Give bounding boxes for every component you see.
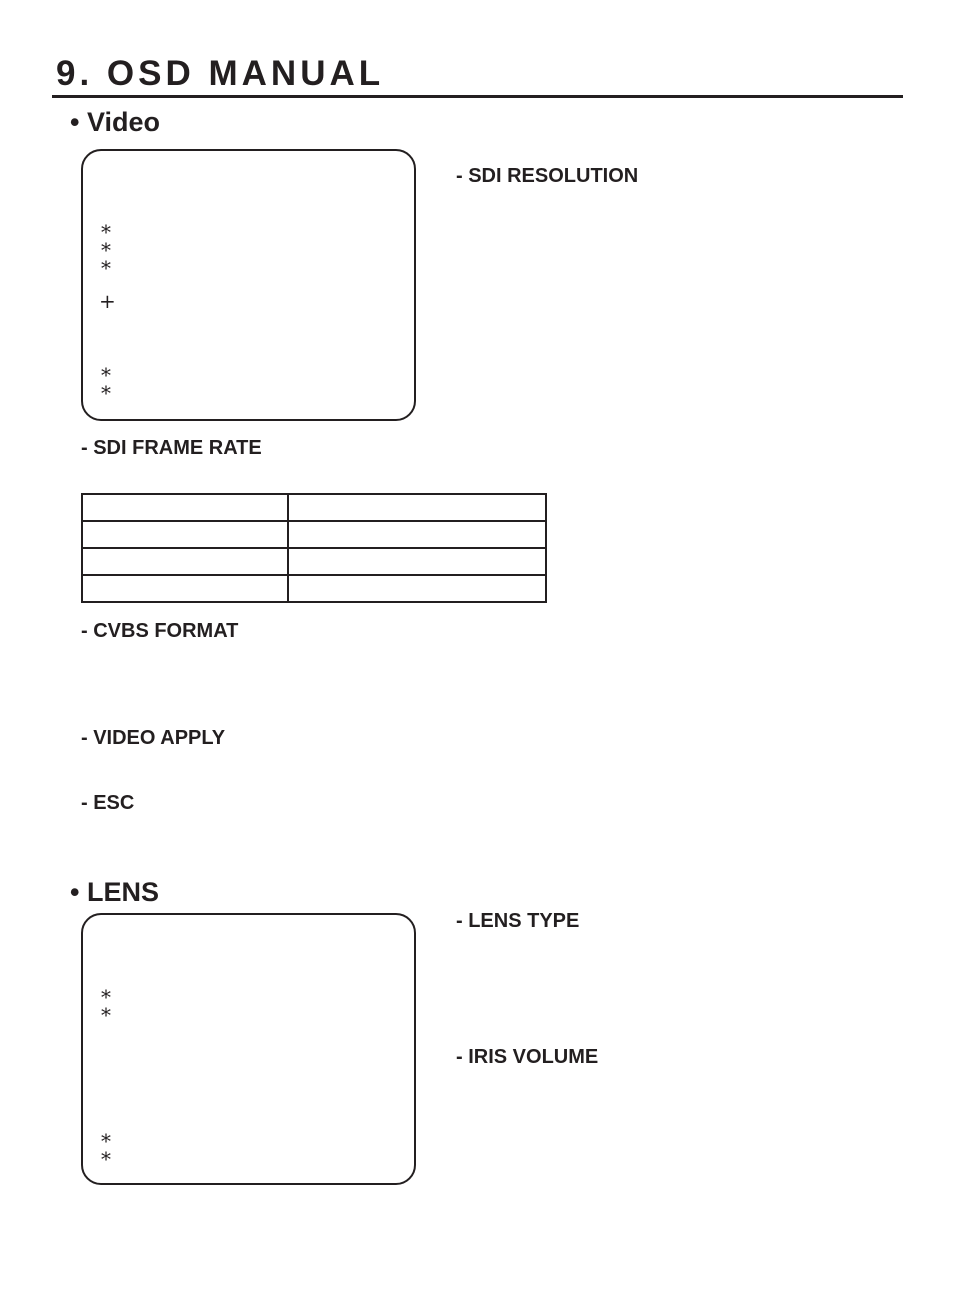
table-row	[82, 548, 546, 575]
table-cell	[82, 575, 288, 602]
table-cell	[288, 548, 546, 575]
asterisk-mark: *	[101, 1147, 111, 1171]
table-cell	[82, 548, 288, 575]
table-cell	[288, 521, 546, 548]
table-cell	[82, 494, 288, 521]
esc-label: - ESC	[81, 792, 135, 814]
table-row	[82, 521, 546, 548]
video-section-heading: • Video	[70, 107, 160, 137]
iris-volume-label: - IRIS VOLUME	[456, 1046, 599, 1068]
lens-type-label: - LENS TYPE	[456, 910, 580, 932]
table-cell	[288, 575, 546, 602]
asterisk-mark: *	[101, 238, 111, 262]
lens-osd-screen	[81, 913, 416, 1185]
sdi-resolution-label: - SDI RESOLUTION	[456, 165, 639, 187]
lens-section-heading: • LENS	[70, 877, 159, 907]
asterisk-mark: *	[101, 1003, 111, 1027]
table-cell	[82, 521, 288, 548]
asterisk-mark: *	[101, 381, 111, 405]
table-row	[82, 575, 546, 602]
title-divider	[52, 95, 903, 98]
plus-mark: +	[99, 289, 116, 313]
sdi-frame-rate-table	[81, 493, 547, 603]
page-title: 9. OSD MANUAL	[56, 54, 385, 93]
asterisk-mark: *	[101, 1129, 111, 1153]
asterisk-mark: *	[101, 985, 111, 1009]
video-apply-label: - VIDEO APPLY	[81, 727, 226, 749]
table-row	[82, 494, 546, 521]
table-cell	[288, 494, 546, 521]
sdi-frame-rate-label: - SDI FRAME RATE	[81, 437, 262, 459]
asterisk-mark: *	[101, 363, 111, 387]
cvbs-format-label: - CVBS FORMAT	[81, 620, 239, 642]
asterisk-mark: *	[101, 220, 111, 244]
asterisk-mark: *	[101, 256, 111, 280]
video-osd-screen	[81, 149, 416, 421]
